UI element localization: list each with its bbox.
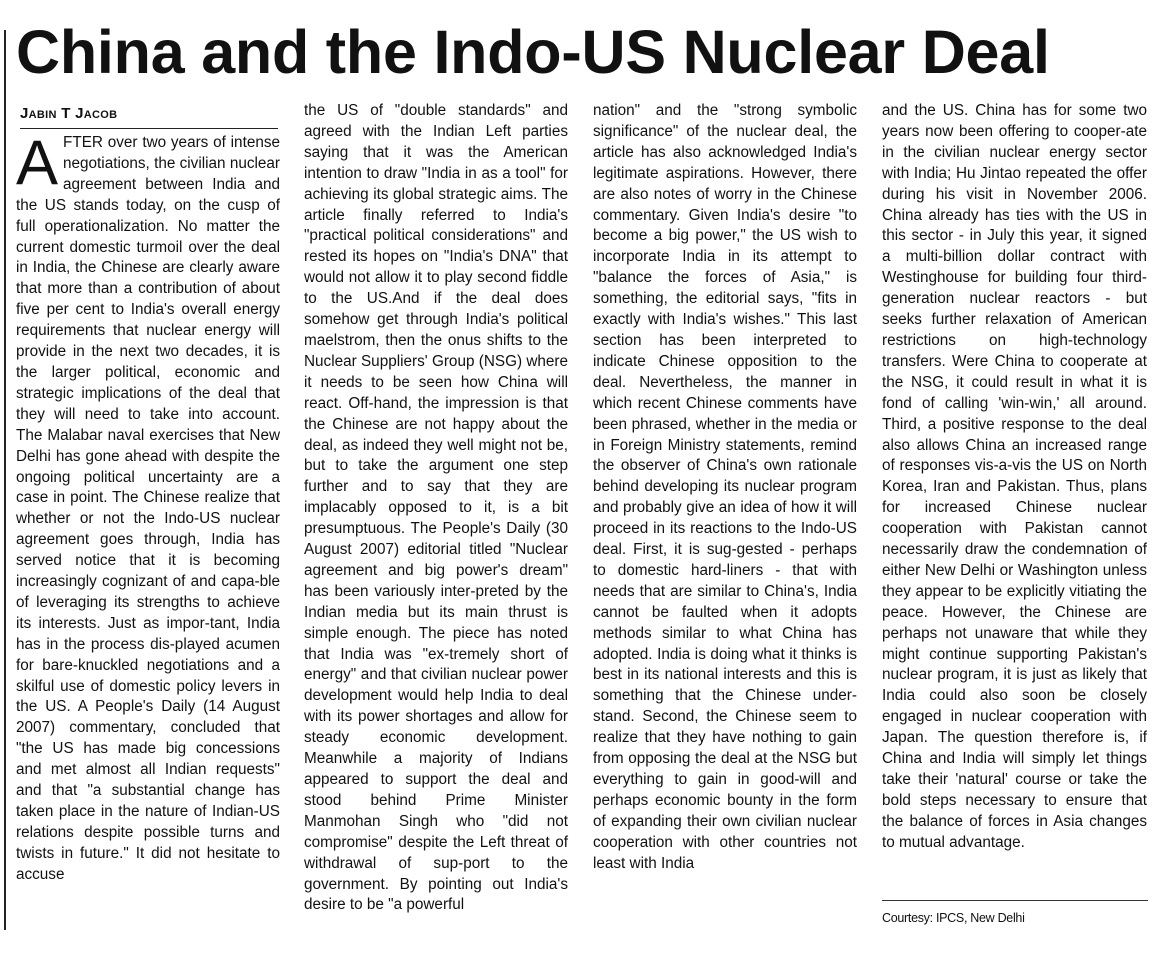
article-byline: Jabin T Jacob: [20, 104, 278, 129]
article-column-4: [882, 101, 1147, 854]
courtesy-credit: Courtesy: IPCS, New Delhi: [882, 911, 1025, 925]
drop-cap: A: [16, 128, 59, 198]
column-1-text: FTER over two years of intense negotiations, the civilian nuclear agreement between India and the US stands today, on the cusp of full operationalization. No matter the current domestic turmoil over the deal in India, the Chinese are clearly aware that more than a contribution of about five per cent to India's overall energy requirements that nuclear energy will provide in the next two decades, it is the larger political, economic and strategic implications of the deal that they will need to take into account. The Malabar naval exercises that New Delhi has gone ahead with despite the ongoing political uncertainty are a case in point. The Chinese realize that whether or not the Indo-US nuclear agreement goes through, India has served notice that it is becoming increasingly cognizant of and capa-ble of leveraging its strengths to achieve its interests. Just as impor-tant, India has in the process dis-played acumen for bare-knuckled negotiations and a skilful use of domestic policy levers in the US. A People's Daily (14 August 2007) commentary, concluded that "the US has made big concessions and met almost all Indian requests" and that "a substantial change has taken place in the nature of Indian-US relations despite possible turns and twists in future." It did not hesitate to accuse: [16, 134, 280, 883]
article-column-2: [304, 101, 568, 916]
article-column-3: [593, 101, 857, 875]
article-column-1: [16, 128, 280, 886]
column-2-text: the US of "double standards" and agreed with the Indian Left parties saying that it was the American intention to draw "India in as a tool" for achieving its global strategic aims. The article finally referred to India's "practical political considerations" and rested its hopes on "India's DNA" that would not allow it to play second fiddle to the US.And if the deal does somehow get through India's political maelstrom, then the onus shifts to the Nuclear Suppliers' Group (NSG) where it needs to be seen how China will react. Off-hand, the impression is that the Chinese are not happy about the deal, as indeed they well might not be, but to take the argument one step further and to say that they are implacably opposed to it, is a bit presumptuous. The People's Daily (30 August 2007) editorial titled "Nuclear agreement and big power's dream" has been variously inter-preted by the Indian media but its main thrust is simple enough. The piece has noted that India was "ex-tremely short of energy" and that civilian nuclear power development would help India to deal with its power shortages and allow for steady economic development. Meanwhile a majority of Indians appeared to support the deal and stood behind Prime Minister Manmohan Singh who "did not compromise" despite the Left threat of withdrawal of sup-port to the government. By pointing out India's desire to be "a powerful: [304, 102, 568, 914]
article-headline: China and the Indo-US Nuclear Deal: [16, 18, 1050, 86]
column-3-text: nation" and the "strong symbolic significance" of the nuclear deal, the article has also acknowledged India's legitimate aspirations. However, there are also notes of worry in the Chinese commentary. Given India's desire "to become a big power," the US wish to incorporate India in its attempt to "balance the forces of Asia," is something, the editorial says, "fits in exactly with India's wishes." This last section has been interpreted to indicate Chinese opposition to the deal. Nevertheless, the manner in which recent Chinese comments have been phrased, whether in the media or in Foreign Ministry statements, remind the observer of China's own rationale behind developing its nuclear program and probably give an idea of how it will proceed in its reactions to the Indo-US deal. First, it is sug-gested - perhaps to domestic hard-liners - that with needs that are similar to China's, India cannot be faulted when it adopts methods similar to what China has adopted. India is doing what it thinks is best in its national interests and this is something that the Chinese under-stand. Second, the Chinese seem to realize that they have nothing to gain from opposing the deal at the NSG but everything to gain in good-will and perhaps economic bounty in the form of expanding their own civilian nuclear cooperation with other countries not least with India: [593, 102, 857, 872]
column-4-text: and the US. China has for some two years now been offering to cooper-ate in the civilian nuclear energy sector with India; Hu Jintao repeated the offer during his visit in November 2006. China already has ties with the US in this sector - in July this year, it signed a multi-billion dollar contract with Westinghouse for building four third-generation nuclear reactors - but seeks further relaxation of American restrictions on high-technology transfers. Were China to cooperate at the NSG, it could result in what it is fond of calling 'win-win,' all around. Third, a positive response to the deal also allows China an increased range of responses vis-a-vis the US on North Korea, Iran and Pakistan. Thus, plans for increased Chinese nuclear cooperation with Pakistan cannot necessarily draw the condemnation of either New Delhi or Washington unless they appear to be explicitly vitiating the peace. However, the Chinese are perhaps not unaware that while they might continue supporting Pakistan's nuclear program, it is just as likely that India could also soon be closely engaged in nuclear cooperation with Japan. The question therefore is, if China and India will simply let things take their 'natural' course or take the bold steps necessary to ensure that the balance of forces in Asia changes to mutual advantage.: [882, 102, 1147, 851]
left-margin-rule: [4, 30, 6, 930]
courtesy-divider: [882, 900, 1148, 901]
